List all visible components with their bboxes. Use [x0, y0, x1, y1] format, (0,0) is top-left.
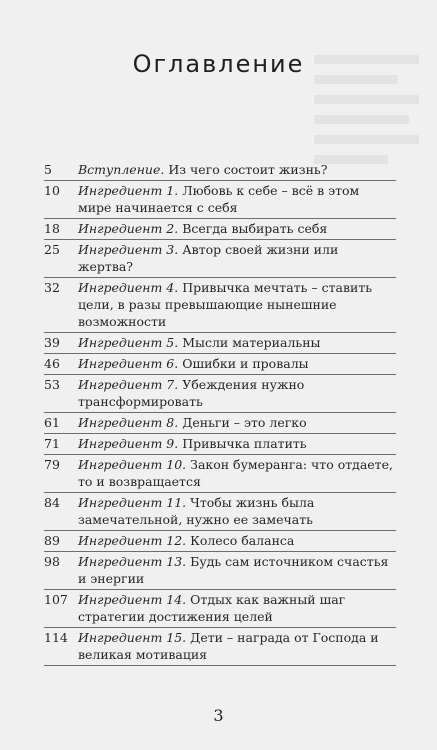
toc-entry-title: Отдых как важный шаг стратегии достижения целей: [78, 592, 346, 624]
toc-entry-text: [78, 629, 396, 663]
toc-entry-title: Чтобы жизнь была замечательной, нужно ее замечать: [78, 495, 315, 527]
toc-entry-text: [78, 494, 396, 528]
toc-entry-text: [78, 279, 396, 330]
toc-page-number: 25: [44, 242, 60, 257]
toc-page-number: 61: [44, 415, 60, 430]
toc-entry-text: [78, 376, 396, 410]
toc-entry-text: [78, 334, 396, 351]
toc-page-number: 46: [44, 356, 60, 371]
toc-page-number: 89: [44, 533, 60, 548]
page-number: 3: [213, 706, 224, 725]
toc-entry-title: Закон бумеранга: что отдаете, то и возвращается: [78, 457, 393, 489]
toc-entry: [44, 240, 396, 278]
toc-entry-label: Вступление.: [78, 162, 165, 177]
toc-page-number: 84: [44, 495, 60, 510]
toc-entry-title: Убеждения нужно трансформировать: [78, 377, 305, 409]
toc-entry: [44, 160, 396, 181]
toc-page-number: 5: [44, 162, 52, 177]
toc-page-number: 71: [44, 436, 60, 451]
toc-page-number: 18: [44, 221, 60, 236]
toc-entry-title: Автор своей жизни или жертва?: [78, 242, 339, 274]
toc-entry-label: Ингредиент 12.: [78, 533, 187, 548]
toc-page-number: 107: [44, 592, 68, 607]
toc-entry: [44, 354, 396, 375]
page-title: Оглавление: [132, 50, 305, 78]
toc-entry-label: Ингредиент 2.: [78, 221, 179, 236]
toc-entry: [44, 628, 396, 666]
toc-page-number: 114: [44, 630, 68, 645]
toc-entry: [44, 413, 396, 434]
toc-entry: [44, 375, 396, 413]
toc-entry-title: Мысли материальны: [182, 335, 321, 350]
toc-entry-text: [78, 161, 396, 178]
toc-entry-title: Ошибки и провалы: [182, 356, 309, 371]
toc-entry-label: Ингредиент 3.: [78, 242, 179, 257]
toc-page-number: 32: [44, 280, 60, 295]
toc-entry-text: [78, 355, 396, 372]
toc-entry-text: [78, 220, 396, 237]
toc-page-number: 53: [44, 377, 60, 392]
toc-entry-text: [78, 591, 396, 625]
toc-entry-label: Ингредиент 10.: [78, 457, 187, 472]
toc-page-number: 10: [44, 183, 60, 198]
toc-entry-title: Деньги – это легко: [182, 415, 307, 430]
toc-entry-label: Ингредиент 9.: [78, 436, 179, 451]
toc-entry-title: Будь сам источником счастья и энергии: [78, 554, 389, 586]
toc-entry-label: Ингредиент 6.: [78, 356, 179, 371]
toc-entry-title: Привычка мечтать – ставить цели, в разы превышающие нынешние возможности: [78, 280, 373, 329]
toc-entry-text: [78, 241, 396, 275]
toc-entry-text: [78, 553, 396, 587]
toc-entry: [44, 434, 396, 455]
toc-entry-text: [78, 414, 396, 431]
toc-entry-title: Всегда выбирать себя: [182, 221, 328, 236]
toc-entry-label: Ингредиент 14.: [78, 592, 187, 607]
toc-entry-title: Дети – награда от Господа и великая мотивация: [78, 630, 379, 662]
toc-entry-label: Ингредиент 15.: [78, 630, 187, 645]
toc-entry-title: Любовь к себе – всё в этом мире начинается с себя: [78, 183, 360, 215]
toc-page-number: 39: [44, 335, 60, 350]
toc-entry-label: Ингредиент 8.: [78, 415, 179, 430]
toc-entry-label: Ингредиент 4.: [78, 280, 179, 295]
toc-entry-title: Привычка платить: [182, 436, 307, 451]
toc-entry-title: Из чего состоит жизнь?: [168, 162, 328, 177]
toc-page-number: 79: [44, 457, 60, 472]
toc-entry: [44, 493, 396, 531]
toc-entry: [44, 590, 396, 628]
toc-entry-text: [78, 532, 396, 549]
toc-entry-text: [78, 456, 396, 490]
toc-entry: [44, 181, 396, 219]
toc-entry-label: Ингредиент 5.: [78, 335, 179, 350]
toc-entry-label: Ингредиент 1.: [78, 183, 179, 198]
toc-entry: [44, 333, 396, 354]
toc-entry: [44, 219, 396, 240]
toc-entry: [44, 531, 396, 552]
toc-entry: [44, 455, 396, 493]
toc-entry: [44, 278, 396, 333]
toc-entry-text: [78, 435, 396, 452]
table-of-contents: [44, 160, 396, 666]
toc-entry-label: Ингредиент 11.: [78, 495, 187, 510]
toc-entry-label: Ингредиент 7.: [78, 377, 179, 392]
toc-entry: [44, 552, 396, 590]
toc-entry-text: [78, 182, 396, 216]
toc-page-number: 98: [44, 554, 60, 569]
toc-entry-label: Ингредиент 13.: [78, 554, 187, 569]
toc-entry-title: Колесо баланса: [190, 533, 295, 548]
